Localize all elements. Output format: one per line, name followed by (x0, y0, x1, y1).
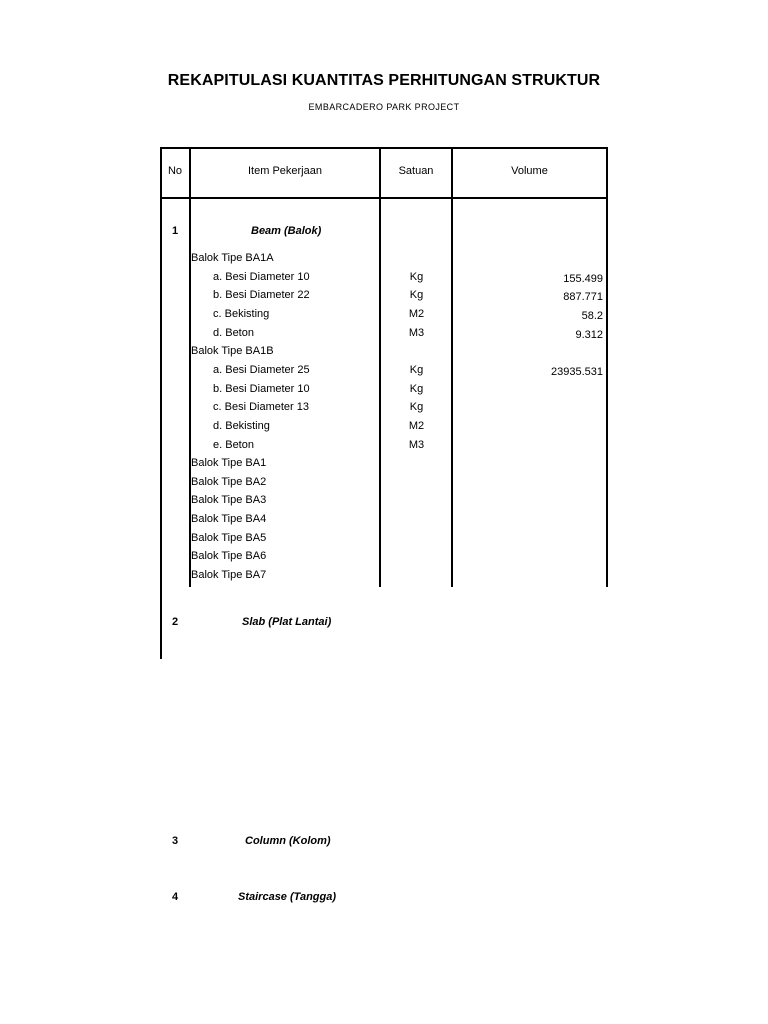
table-row (0, 457, 768, 475)
unit-cell: Kg (409, 401, 424, 414)
section-number: 1 (171, 225, 179, 237)
section-title-staircase: Staircase (Tangga) (238, 891, 337, 903)
project-name: EMBARCADERO PARK PROJECT (308, 102, 460, 112)
group-label: Balok Tipe BA4 (191, 513, 267, 526)
item-label: d. Bekisting (213, 419, 270, 432)
table-row (0, 476, 768, 494)
section-title-beam: Beam (Balok) (251, 225, 322, 237)
header-volume: Volume (511, 165, 548, 177)
item-label: b. Besi Diameter 22 (213, 289, 310, 302)
unit-cell: Kg (409, 363, 424, 376)
document-title: REKAPITULASI KUANTITAS PERHITUNGAN STRUKTUR (167, 72, 601, 89)
item-label: b. Besi Diameter 10 (213, 382, 310, 395)
section-number: 3 (171, 835, 179, 847)
unit-cell: Kg (409, 289, 424, 302)
table-row (0, 439, 768, 457)
item-label: d. Beton (213, 326, 254, 339)
volume-cell: 887.771 (563, 291, 603, 304)
item-label: e. Beton (213, 438, 254, 451)
item-label: c. Besi Diameter 13 (213, 401, 309, 414)
table-row (0, 345, 768, 363)
group-label: Balok Tipe BA3 (191, 494, 267, 507)
group-label: Balok Tipe BA1A (191, 252, 274, 264)
unit-cell: M2 (408, 307, 425, 320)
table-row (0, 401, 768, 419)
table-row (0, 420, 768, 438)
group-label: Balok Tipe BA1 (191, 457, 267, 470)
table-row (0, 364, 768, 382)
table-row (0, 271, 768, 289)
table-row (0, 513, 768, 531)
volume-cell: 155.499 (563, 272, 603, 285)
table-row (0, 532, 768, 550)
group-label: Balok Tipe BA6 (191, 550, 267, 563)
section-number: 4 (171, 891, 179, 903)
unit-cell: M2 (408, 419, 425, 432)
header-item: Item Pekerjaan (248, 165, 322, 177)
volume-cell: 58.2 (581, 309, 603, 322)
item-label: a. Besi Diameter 10 (213, 270, 310, 283)
table-row (0, 289, 768, 307)
table-row (0, 569, 768, 587)
item-label: c. Bekisting (213, 307, 270, 320)
group-label: Balok Tipe BA5 (191, 531, 267, 544)
item-label: a. Besi Diameter 25 (213, 363, 310, 376)
unit-cell: M3 (408, 438, 425, 451)
header-unit: Satuan (398, 165, 434, 177)
table-row (0, 252, 768, 270)
table-row (0, 308, 768, 326)
group-label: Balok Tipe BA7 (191, 569, 267, 581)
table-row (0, 327, 768, 345)
group-label: Balok Tipe BA2 (191, 475, 267, 488)
header-no: No (167, 165, 183, 177)
unit-cell: M3 (408, 326, 425, 339)
table-row (0, 550, 768, 568)
volume-cell: 9.312 (575, 328, 603, 341)
table-row (0, 494, 768, 512)
volume-cell: 23935.531 (551, 365, 603, 378)
group-label: Balok Tipe BA1B (191, 345, 274, 358)
section-number: 2 (171, 616, 179, 628)
section-title-slab: Slab (Plat Lantai) (242, 616, 332, 628)
unit-cell: Kg (409, 270, 424, 283)
table-top-border (160, 147, 608, 149)
unit-cell: Kg (409, 382, 424, 395)
section-title-column: Column (Kolom) (245, 835, 331, 847)
table-row (0, 383, 768, 401)
table-header-bottom-border (160, 197, 608, 199)
